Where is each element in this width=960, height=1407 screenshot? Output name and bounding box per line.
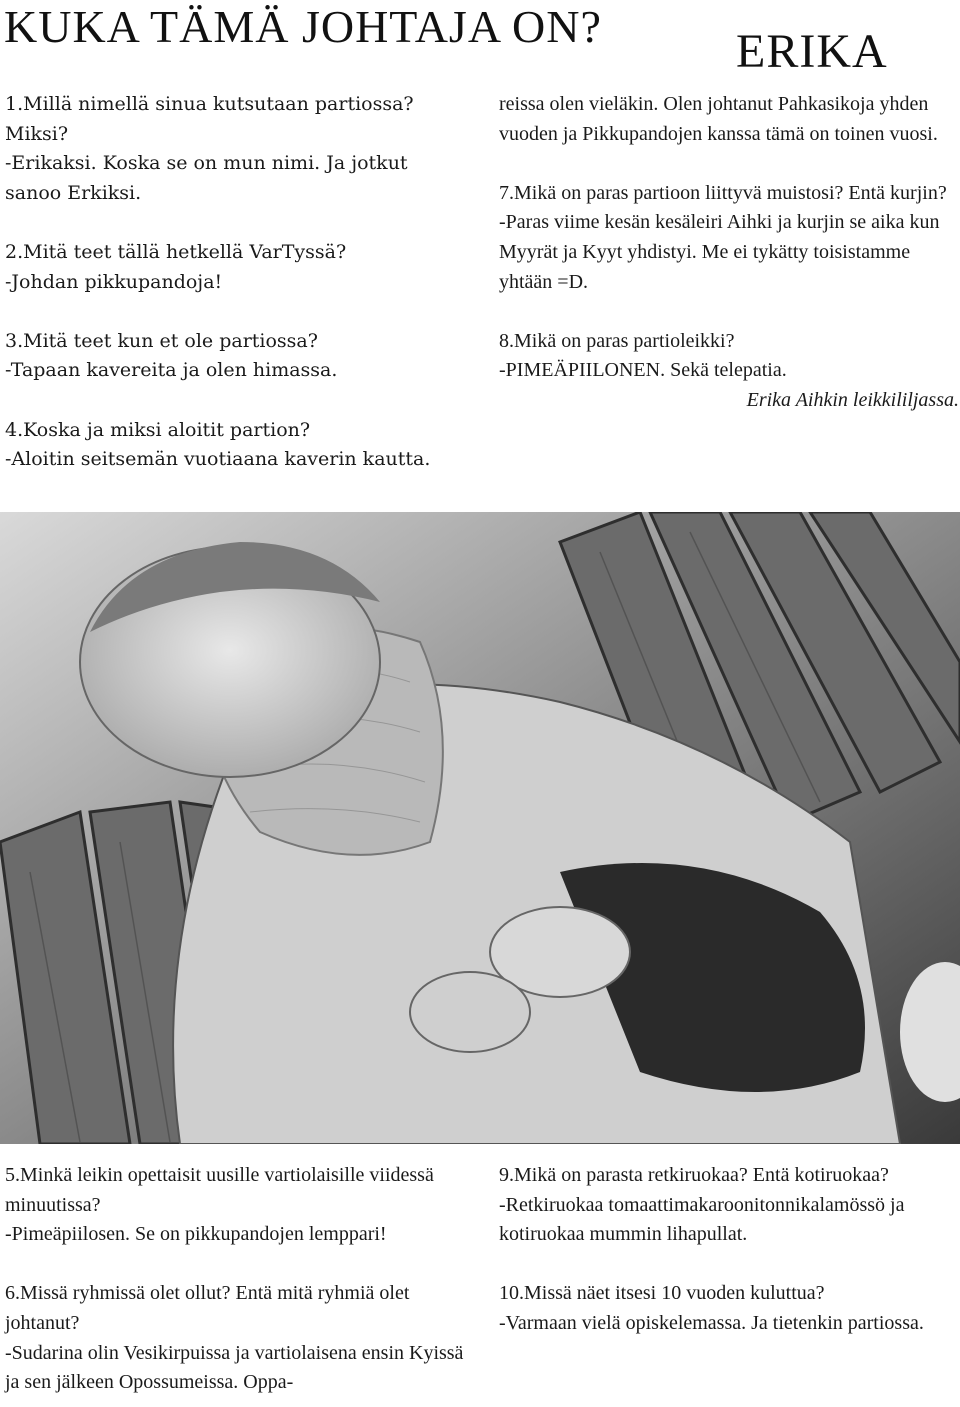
answer-4: -Aloitin seitsemän vuotiaana kaverin kautta. (5, 448, 431, 471)
interview-column-bottom-right (499, 1161, 929, 1339)
interview-column-top-left (5, 90, 460, 475)
question-10: 10.Missä näet itsesi 10 vuoden kuluttua? (499, 1282, 825, 1305)
answer-1: -Erikaksi. Koska se on mun nimi. Ja jotkut sanoo Erkiksi. (5, 152, 408, 204)
photo-caption: Erika Aihkin leikkililjassa. (746, 388, 959, 411)
photo-illustration (0, 512, 960, 1144)
question-6: 6.Missä ryhmissä olet ollut? Entä mitä ryhmiä olet johtanut? (5, 1282, 410, 1334)
answer-9: -Retkiruokaa tomaattimakaroonitonnikalamössö ja kotiruokaa mummin lihapullat. (499, 1193, 905, 1246)
answer-6-continuation: reissa olen vieläkin. Olen johtanut Pahkasikoja yhden vuoden ja Pikkupandojen kanssa tämä on toinen vuosi. (499, 93, 938, 145)
interview-column-top-right (499, 90, 959, 416)
photo (0, 512, 960, 1144)
question-8: 8.Mikä on paras partioleikki? (499, 329, 735, 352)
answer-5: -Pimeäpiilosen. Se on pikkupandojen lemppari! (5, 1223, 387, 1246)
question-9: 9.Mikä on parasta retkiruokaa? Entä kotiruokaa? (499, 1164, 889, 1186)
question-2: 2.Mitä teet tällä hetkellä VarTyssä? (5, 240, 347, 263)
answer-10: -Varmaan vielä opiskelemassa. Ja tietenkin partiossa. (499, 1311, 924, 1334)
leader-name: ERIKA (736, 25, 888, 78)
question-1: 1.Millä nimellä sinua kutsutaan partiossa? Miksi? (5, 93, 414, 145)
question-3: 3.Mitä teet kun et ole partiossa? (5, 329, 318, 352)
question-5: 5.Minkä leikin opettaisit uusille vartiolaisille viidessä minuutissa? (5, 1164, 434, 1216)
page-title: KUKA TÄMÄ JOHTAJA ON? (4, 1, 602, 52)
answer-2: -Johdan pikkupandoja! (5, 270, 223, 293)
answer-3: -Tapaan kavereita ja olen himassa. (5, 359, 338, 382)
answer-6: -Sudarina olin Vesikirpuissa ja vartiolaisena ensin Kyissä ja sen jälkeen Opossumeissa. Oppa- (5, 1341, 464, 1394)
question-4: 4.Koska ja miksi aloitit partion? (5, 418, 311, 441)
answer-7: -Paras viime kesän kesäleiri Aihki ja kurjin se aika kun Myyrät ja Kyyt yhdistyi. Me ei tykätty toisistamme yhtään =D. (499, 211, 940, 293)
question-7: 7.Mikä on paras partioon liittyvä muistosi? Entä kurjin? (499, 181, 947, 204)
interview-column-bottom-left (5, 1161, 475, 1398)
answer-8: -PIMEÄPIILONEN. Sekä telepatia. (499, 359, 787, 382)
